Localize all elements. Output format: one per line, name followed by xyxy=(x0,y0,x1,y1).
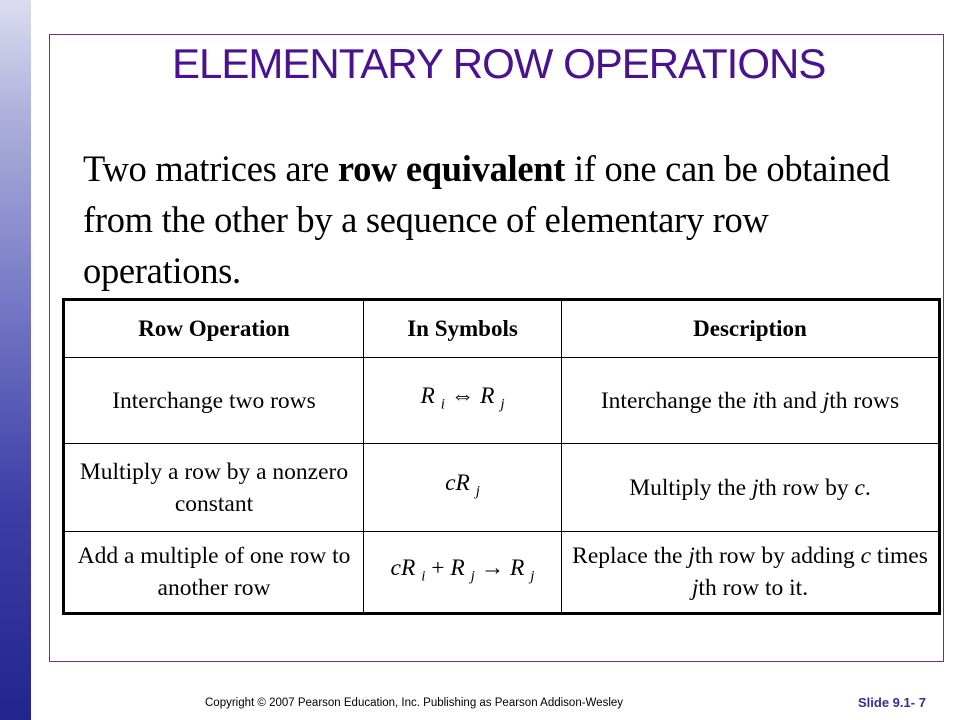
table-row xyxy=(64,532,940,614)
symbol-cell xyxy=(364,444,562,532)
copyright-notice: Copyright © 2007 Pearson Education, Inc. Publishing as Pearson Addison-Wesley xyxy=(205,697,624,709)
operation-cell: Multiply a row by a nonzero constant xyxy=(64,444,364,532)
left-accent-bar xyxy=(0,0,31,720)
table-row xyxy=(64,444,940,532)
intro-paragraph xyxy=(83,143,923,296)
description-italic: j xyxy=(822,387,830,414)
symbol-subscript: j xyxy=(500,396,505,413)
description-text: times xyxy=(871,543,928,569)
header-row-operation: Row Operation xyxy=(64,300,364,358)
table-header-row xyxy=(64,300,940,358)
symbol-term: R xyxy=(420,383,435,410)
slide-number: Slide 9.1- 7 xyxy=(858,695,926,710)
symbol-subscript: j xyxy=(475,483,480,500)
symbol-term: R xyxy=(480,383,495,410)
symbol-subscript: i xyxy=(421,568,426,585)
description-text: . xyxy=(864,474,871,501)
symbol-term: cR xyxy=(445,470,470,497)
interchange-arrow-icon: ⇔ xyxy=(450,383,475,410)
header-in-symbols: In Symbols xyxy=(364,300,562,358)
header-description: Description xyxy=(562,300,940,358)
description-text: th row by adding xyxy=(694,543,861,569)
description-cell xyxy=(562,444,940,532)
intro-text-start: Two matrices are xyxy=(83,148,338,189)
operation-cell: Interchange two rows xyxy=(64,358,364,444)
description-text: Replace the xyxy=(572,543,689,569)
description-cell xyxy=(562,532,940,614)
table-row xyxy=(64,358,940,444)
right-arrow-icon: → xyxy=(480,554,505,581)
symbol-cell xyxy=(364,358,562,444)
description-italic: c xyxy=(860,543,872,569)
symbol-subscript: i xyxy=(440,396,445,413)
operation-cell: Add a multiple of one row to another row xyxy=(64,532,364,614)
intro-text-end: if one can be obtained from the other by a sequence of elementary row operations. xyxy=(83,148,890,291)
description-text: th row by xyxy=(758,474,855,501)
slide-title: ELEMENTARY ROW OPERATIONS xyxy=(172,40,826,87)
description-text: Multiply the xyxy=(629,474,752,501)
description-italic: c xyxy=(854,474,865,501)
description-italic: i xyxy=(752,387,759,414)
symbol-cell xyxy=(364,532,562,614)
description-cell xyxy=(562,358,940,444)
description-text: th and xyxy=(758,387,823,414)
plus-sign: + xyxy=(431,554,445,581)
intro-bold-term: row equivalent xyxy=(337,148,566,189)
symbol-subscript: j xyxy=(530,568,535,585)
description-text: Interchange the xyxy=(600,387,753,414)
description-italic: j xyxy=(688,543,695,569)
description-italic: j xyxy=(691,575,699,601)
description-text: th row to it. xyxy=(698,575,809,601)
description-italic: j xyxy=(751,474,759,501)
row-operations-table xyxy=(62,298,941,615)
symbol-term: cR xyxy=(390,554,416,581)
symbol-term: R xyxy=(450,554,465,581)
symbol-subscript: j xyxy=(470,568,475,585)
symbol-term: R xyxy=(510,554,525,581)
description-text: th rows xyxy=(829,387,900,414)
